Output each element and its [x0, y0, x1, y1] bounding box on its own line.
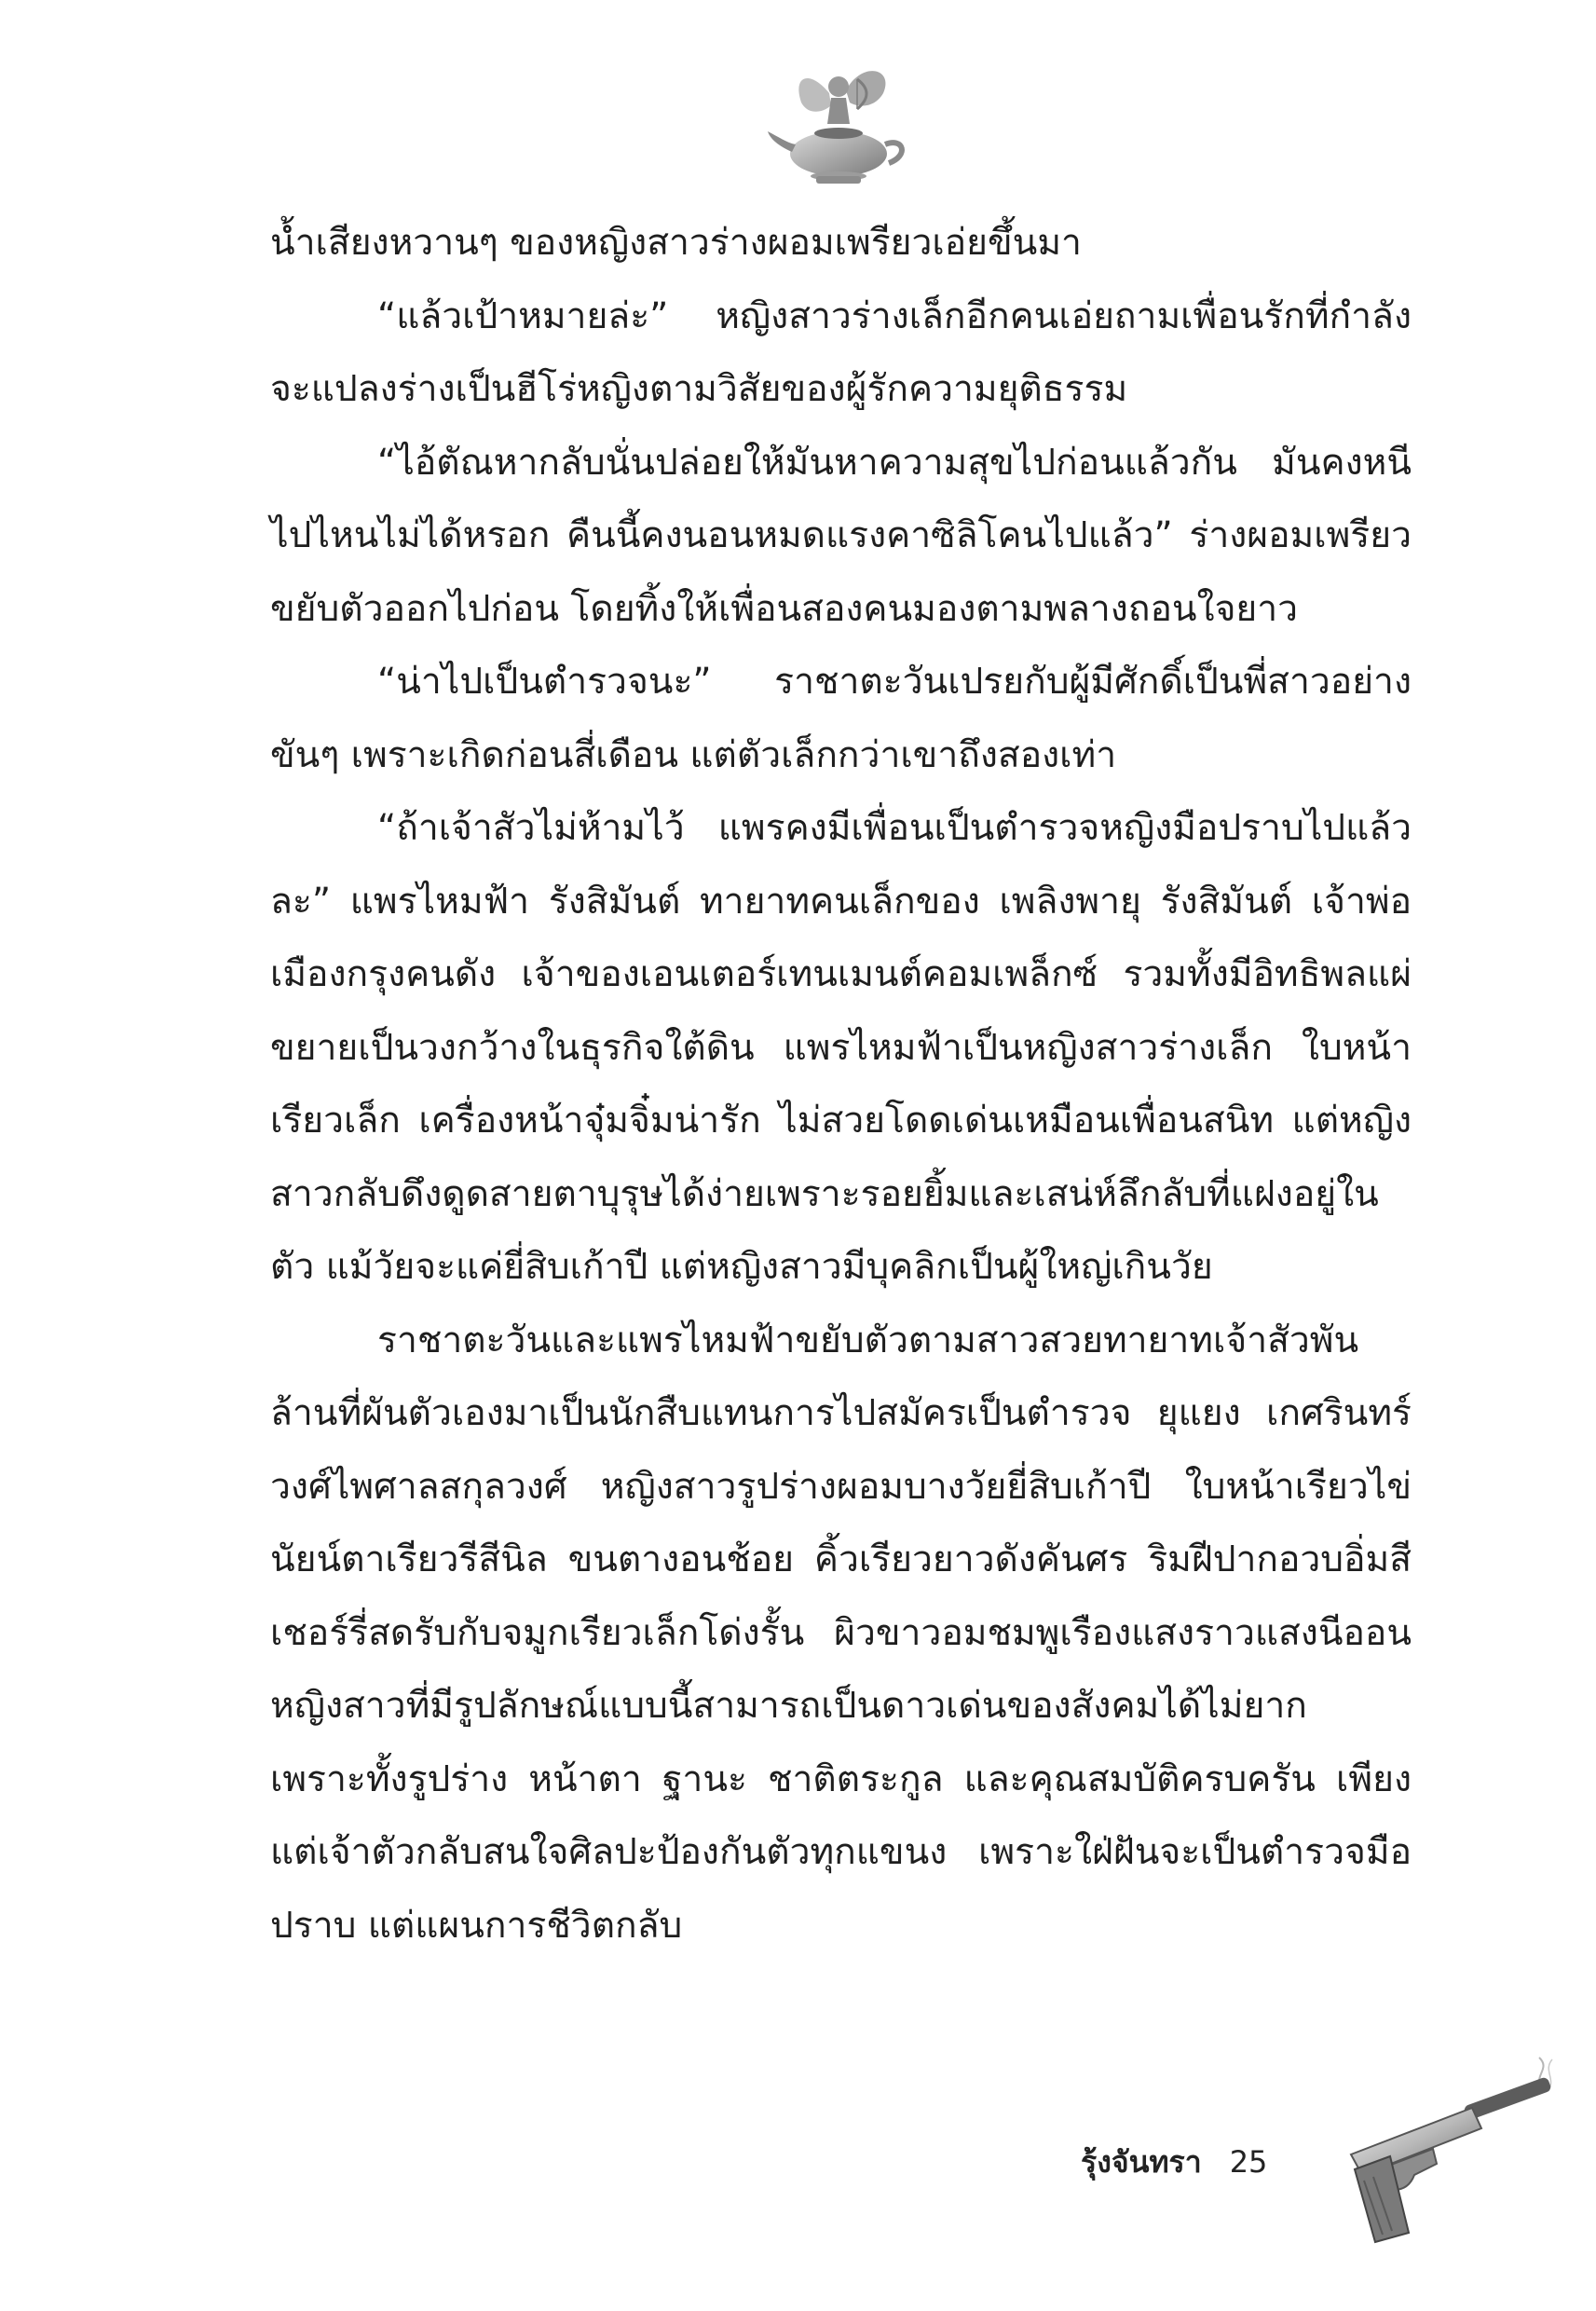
paragraph-3: “ไอ้ตัณหากลับนั่นปล่อยให้มันหาความสุขไปก่อนแล้วกัน มันคงหนีไปไหนไม่ได้หรอก คืนนี้คงนอนหมดแรงคาซิลิโคนไปแล้ว” ร่างผอมเพรียวขยับตัวออกไปก่อน โดยทิ้งให้เพื่อนสองคนมองตามพลางถอนใจยาว [270, 441, 1412, 630]
paragraph-4: “น่าไปเป็นตำรวจนะ” ราชาตะวันเปรยกับผู้มีศักดิ์เป็นพี่สาวอย่างขันๆ เพราะเกิดก่อนสี่เดือน แต่ตัวเล็กกว่าเขาถึงสองเท่า [270, 661, 1412, 776]
paragraph-6: ราชาตะวันและแพรไหมฟ้าขยับตัวตามสาวสวยทายาทเจ้าสัวพันล้านที่ผันตัวเองมาเป็นนักสืบแทนการไปสมัครเป็นตำรวจ ยุแยง เกศรินทร์ วงศ์ไพศาลสกุลวงศ์ หญิงสาวรูปร่างผอมบางวัยยี่สิบเก้าปี ใบหน้าเรียวไข่ นัยน์ตาเรียวรีสีนิล ขนตางอนช้อย คิ้วเรียวยาวดังคันศร ริมฝีปากอวบอิ่มสีเชอร์รี่สดรับกับจมูกเรียวเล็กโด่งรั้น ผิวขาวอมชมพูเรืองแสงราวแสงนีออน หญิงสาวที่มีรูปลักษณ์แบบนี้สามารถเป็นดาวเด่นของสังคมได้ไม่ยาก เพราะทั้งรูปร่าง หน้าตา ฐานะ ชาติตระกูล และคุณสมบัติครบครัน เพียงแต่เจ้าตัวกลับสนใจศิลปะป้องกันตัวทุกแขนง เพราะใฝ่ฝันจะเป็นตำรวจมือปราบ แต่แผนการชีวิตกลับ [270, 1319, 1412, 1947]
paragraph-1: น้ำเสียงหวานๆ ของหญิงสาวร่างผอมเพรียวเอ่ยขึ้นมา [270, 222, 1082, 264]
pistol-icon [1323, 2050, 1565, 2246]
book-title: รุ้งจันทรา [1081, 2143, 1202, 2180]
page-number: 25 [1229, 2144, 1268, 2180]
paragraph-2: “แล้วเป้าหมายล่ะ” หญิงสาวร่างเล็กอีกคนเอ่ยถามเพื่อนรักที่กำลังจะแปลงร่างเป็นฮีโร่หญิงตามวิสัยของผู้รักความยุติธรรม [270, 294, 1412, 410]
page-footer [1081, 2134, 1267, 2190]
body-text [270, 207, 1412, 1962]
paragraph-5: “ถ้าเจ้าสัวไม่ห้ามไว้ แพรคงมีเพื่อนเป็นตำรวจหญิงมือปราบไปแล้วละ” แพรไหมฟ้า รังสิมันต์ ทายาทคนเล็กของ เพลิงพายุ รังสิมันต์ เจ้าพ่อเมืองกรุงคนดัง เจ้าของเอนเตอร์เทนเมนต์คอมเพล็กซ์ รวมทั้งมีอิทธิพลแผ่ขยายเป็นวงกว้างในธุรกิจใต้ดิน แพรไหมฟ้าเป็นหญิงสาวร่างเล็ก ใบหน้าเรียวเล็ก เครื่องหน้าจุ๋มจิ๋มน่ารัก ไม่สวยโดดเด่นเหมือนเพื่อนสนิท แต่หญิงสาวกลับดึงดูดสายตาบุรุษได้ง่ายเพราะรอยยิ้มและเสน่ห์ลึกลับที่แฝงอยู่ในตัว แม้วัยจะแค่ยี่สิบเก้าปี แต่หญิงสาวมีบุคลิกเป็นผู้ใหญ่เกินวัย [270, 807, 1412, 1288]
cupid-teapot-icon [764, 51, 913, 191]
